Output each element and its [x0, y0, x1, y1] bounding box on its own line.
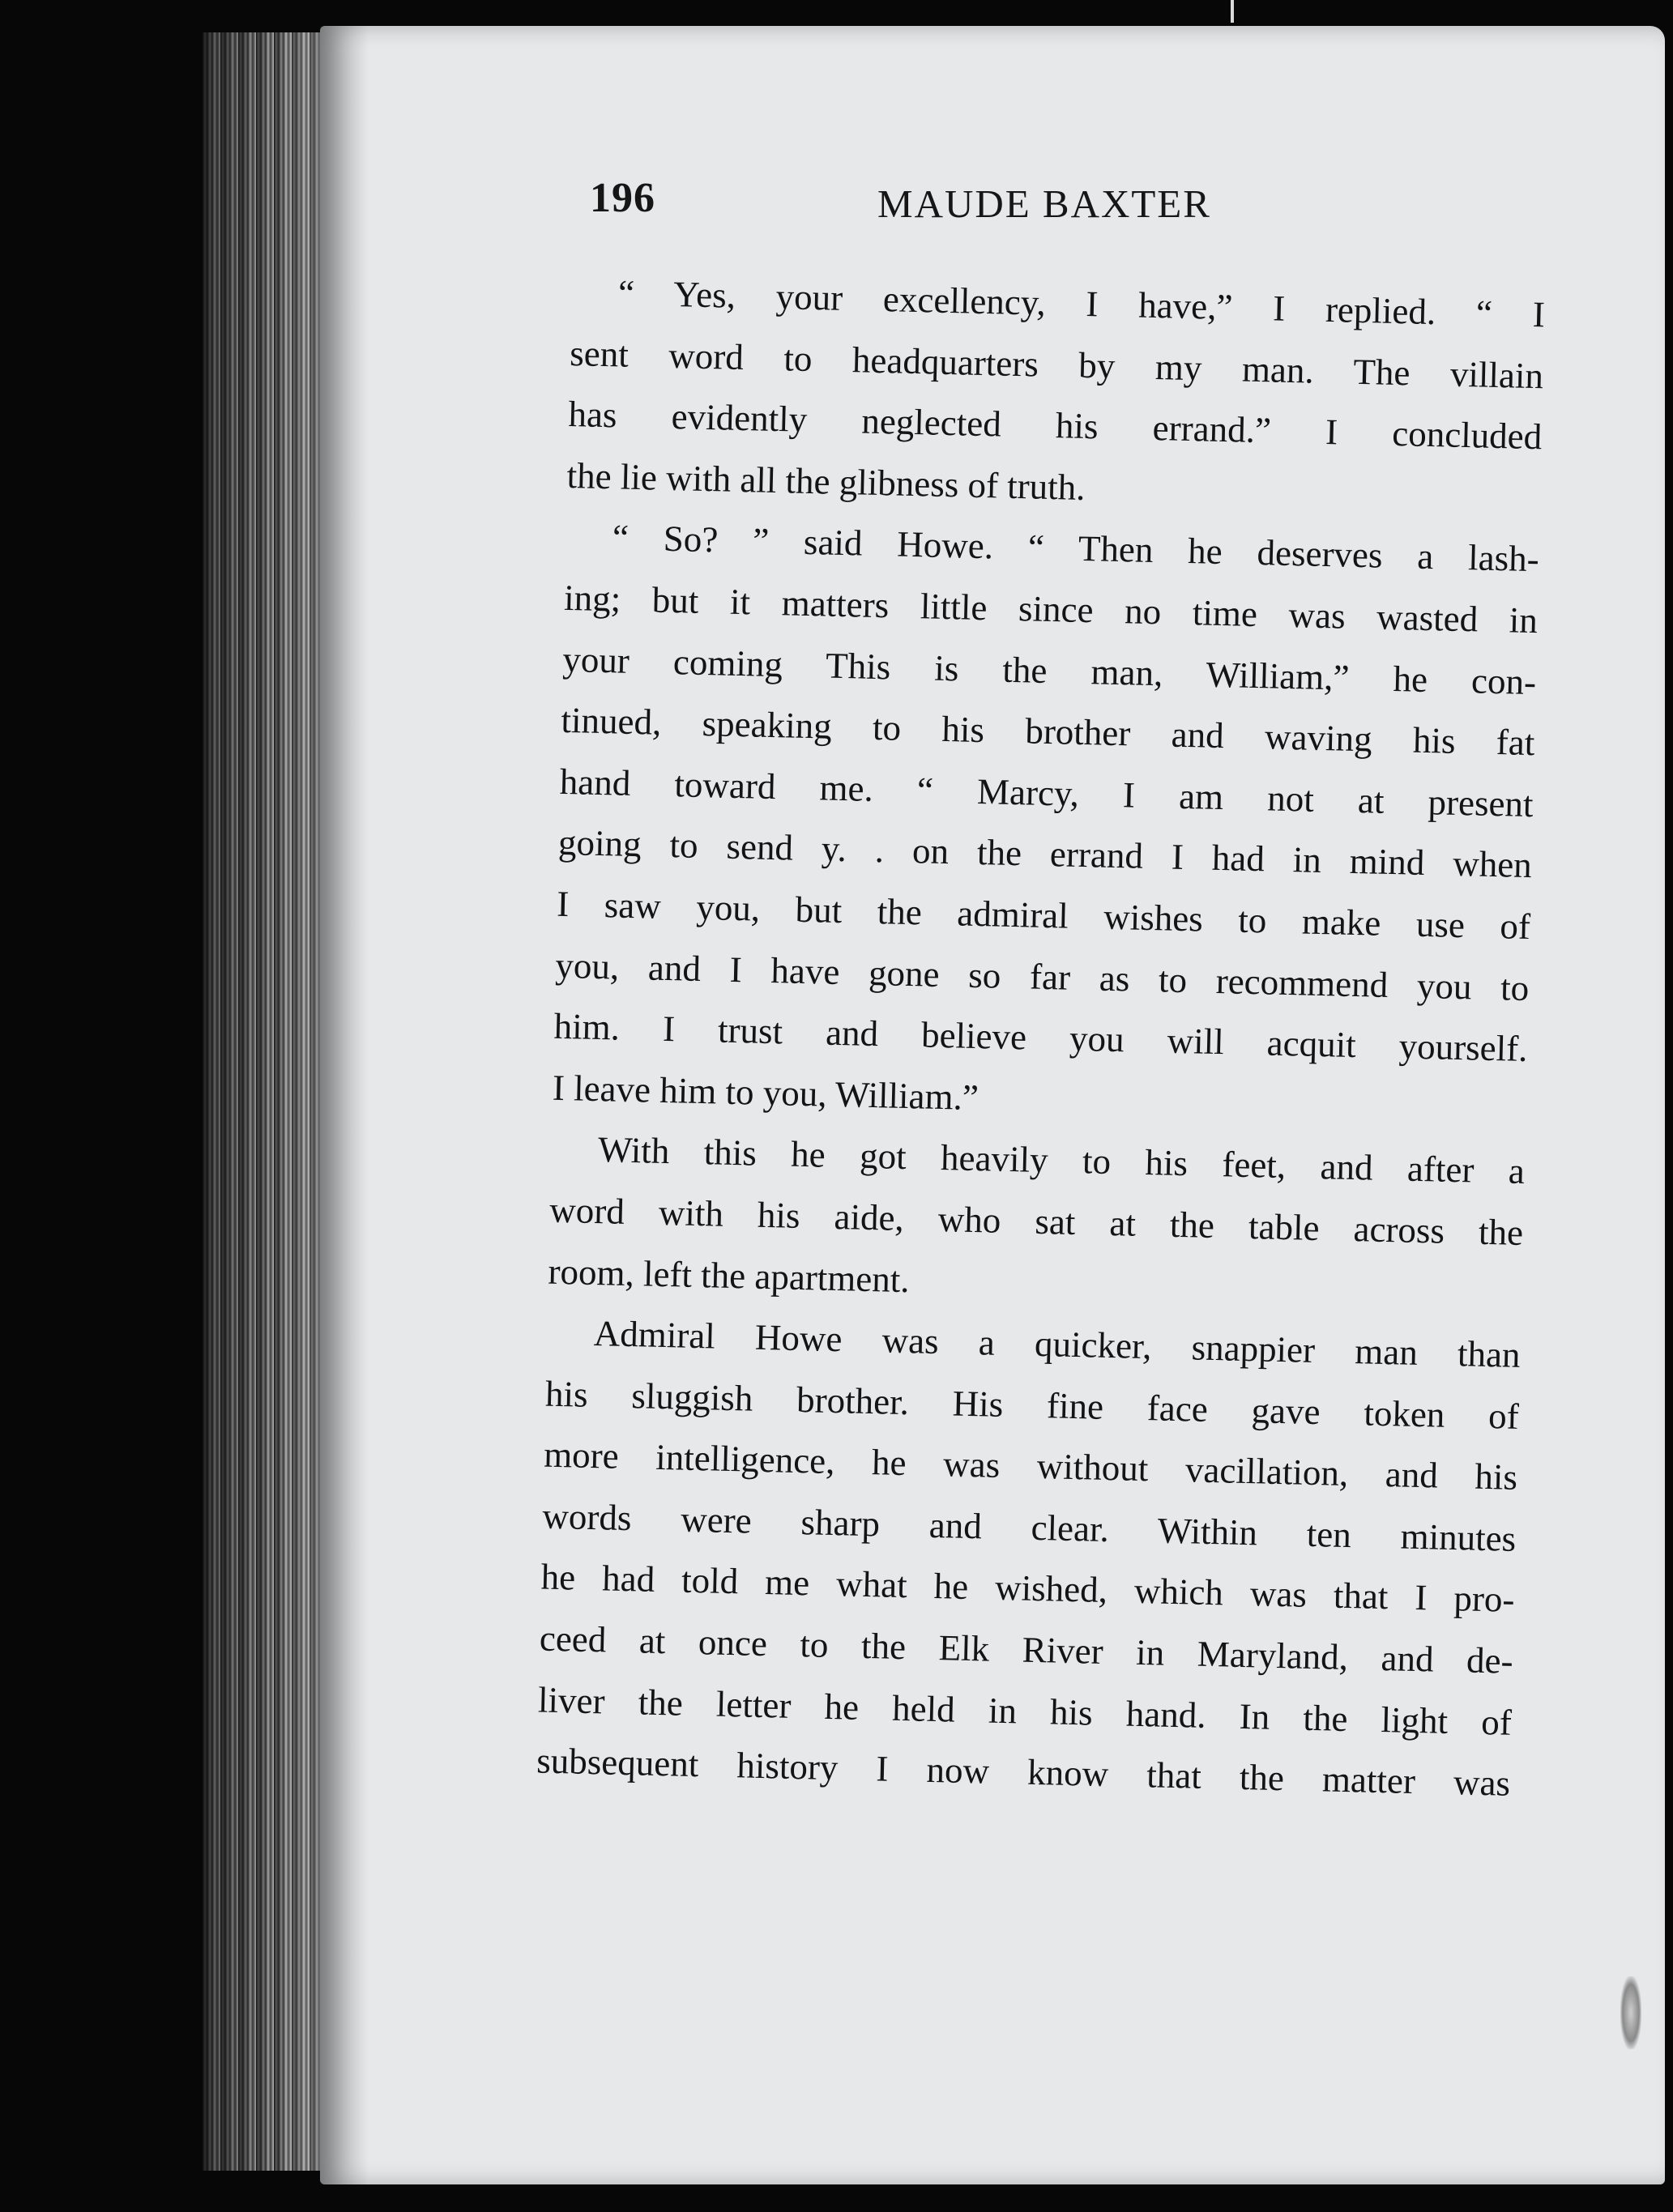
text-line: With this he got heavily to his feet, and after a — [597, 1129, 1526, 1192]
text-line: “ Yes, your excellency, I have,” I replied. “ I — [617, 272, 1546, 335]
text-line: ing; but it matters little since no time was wasted in — [563, 577, 1539, 641]
paragraph — [552, 506, 1539, 1141]
text-line: Admiral Howe was a quicker, snappier man than — [593, 1313, 1521, 1376]
text-line: words were sharp and clear. Within ten minutes — [541, 1495, 1517, 1559]
text-line: your coming This is the man, William,” he con- — [561, 638, 1537, 702]
page-gutter-shadow — [320, 26, 369, 2184]
text-line: he had told me what he wished, which was that I pro- — [540, 1557, 1515, 1621]
text-line: liver the letter he held in his hand. In the light of — [537, 1679, 1513, 1743]
text-line: going to send y. . on the errand I had in mind when — [557, 822, 1533, 886]
text-line: I leave him to you, William.” — [552, 1067, 979, 1118]
text-line: “ So? ” said Howe. “ Then he deserves a lash- — [612, 517, 1540, 580]
page-header — [590, 174, 1266, 231]
paragraph — [548, 1119, 1526, 1325]
running-title: MAUDE BAXTER — [877, 181, 1211, 226]
text-line: subsequent history I now know that the matter was — [536, 1740, 1511, 1805]
text-line: sent word to headquarters by my man. The villain — [569, 332, 1544, 396]
text-line: I saw you, but the admiral wishes to make use of — [556, 883, 1531, 948]
text-line: room, left the apartment. — [548, 1251, 911, 1300]
scan-artifact-thumb — [1620, 1976, 1641, 2049]
text-line: has evidently neglected his errand.” I concluded — [567, 394, 1543, 458]
text-line: word with his aide, who sat at the table across the — [548, 1189, 1524, 1253]
page-number: 196 — [590, 175, 655, 221]
text-line: ceed at once to the Elk River in Maryland, and de- — [539, 1617, 1514, 1681]
paragraph — [566, 262, 1546, 530]
body-text — [536, 262, 1545, 1815]
text-line: hand toward me. “ Marcy, I am not at present — [559, 761, 1534, 825]
text-line: him. I trust and believe you will acquit yourself. — [553, 1005, 1529, 1070]
text-line: you, and I have gone so far as to recommend you to — [554, 944, 1530, 1008]
scan-artifact-mark — [1231, 0, 1234, 23]
text-line: the lie with all the glibness of truth. — [566, 454, 1086, 508]
text-line: more intelligence, he was without vacillation, and his — [543, 1434, 1518, 1498]
text-line: tinued, speaking to his brother and waving his fat — [561, 700, 1535, 764]
text-line: his sluggish brother. His fine face gave token of — [544, 1373, 1520, 1437]
paragraph — [536, 1302, 1521, 1815]
